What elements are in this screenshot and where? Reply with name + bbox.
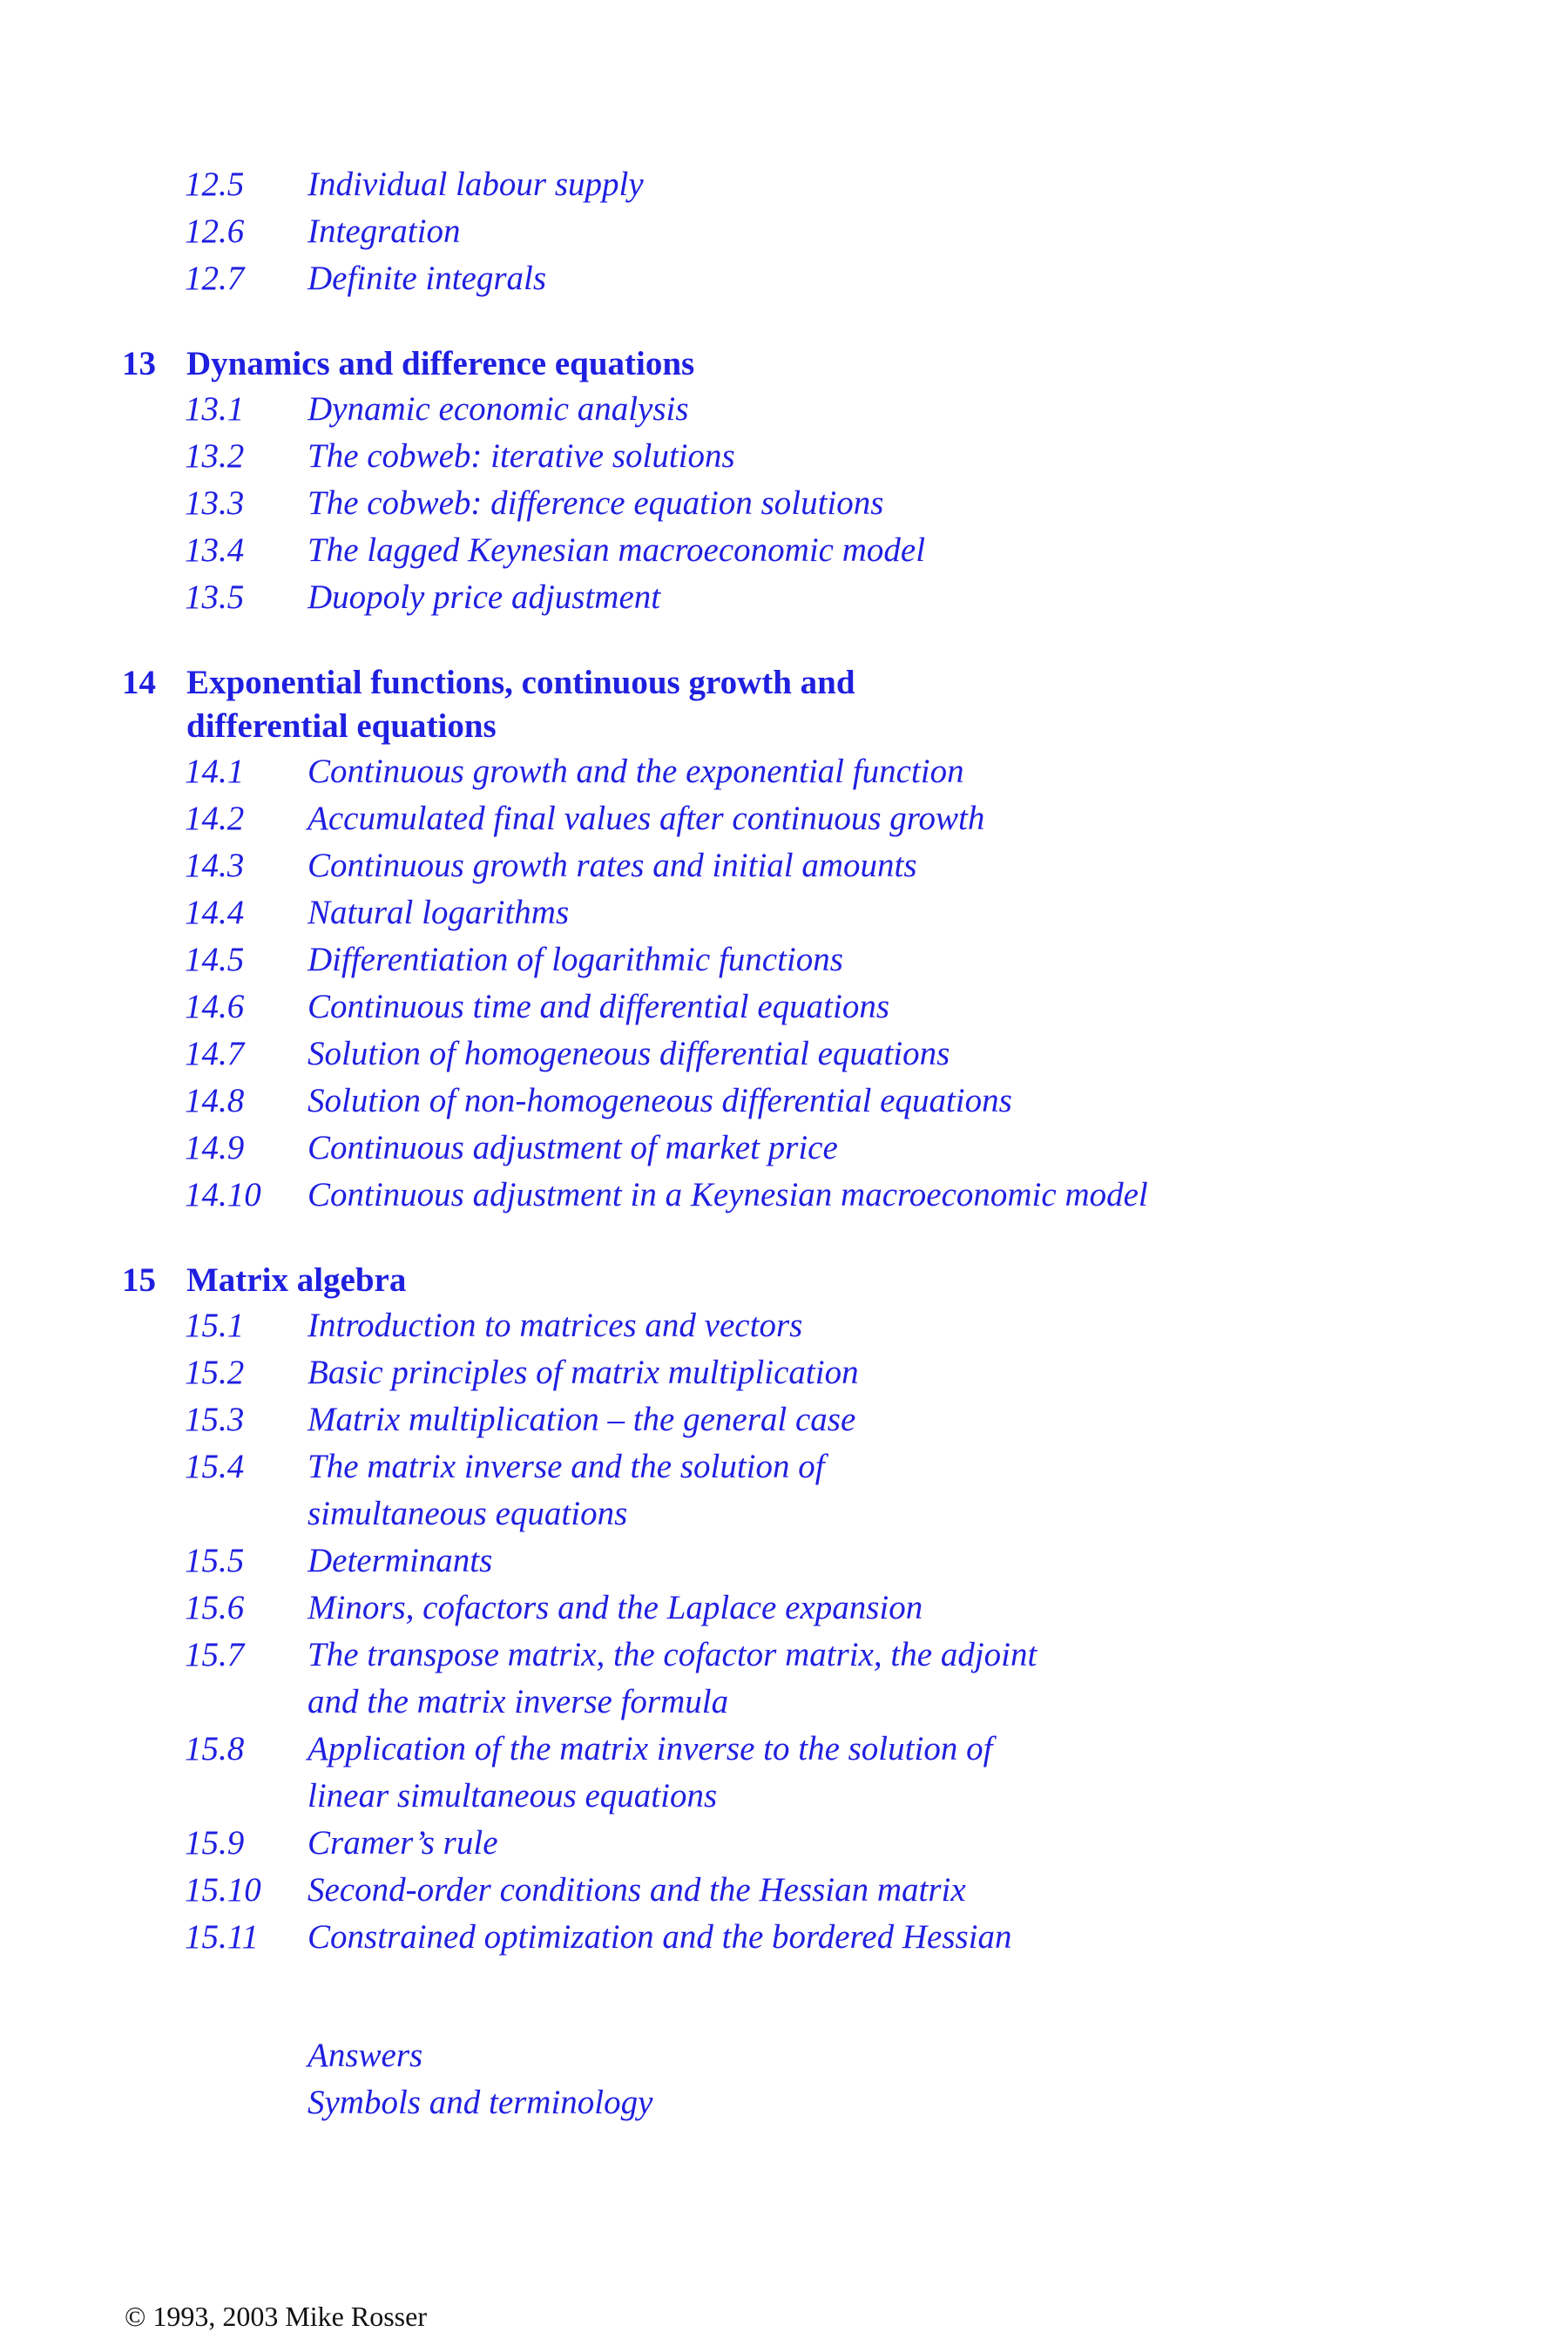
- toc-section-entry[interactable]: [0, 1726, 1568, 1773]
- toc-section-entry[interactable]: [0, 1443, 1568, 1490]
- section-number: 14.10: [185, 1176, 261, 1213]
- section-number: 15.8: [185, 1730, 245, 1767]
- section-title[interactable]: Continuous time and differential equations: [308, 988, 890, 1025]
- section-number: 15.1: [185, 1307, 245, 1344]
- section-number: 15.3: [185, 1401, 245, 1438]
- section-title[interactable]: Continuous growth and the exponential function: [308, 753, 964, 790]
- section-title[interactable]: simultaneous equations: [308, 1495, 628, 1532]
- section-number: 12.5: [185, 166, 245, 203]
- toc-section-entry[interactable]: [0, 1632, 1568, 1679]
- section-title[interactable]: Cramer’s rule: [308, 1824, 498, 1862]
- section-number: 15.7: [185, 1636, 245, 1673]
- chapter-block: [0, 661, 1568, 1219]
- chapter-12-continued: [0, 161, 1568, 302]
- toc-section-entry[interactable]: [0, 255, 1568, 302]
- chapters-list: [0, 342, 1568, 1961]
- section-title[interactable]: Basic principles of matrix multiplication: [308, 1354, 859, 1391]
- toc-section-entry[interactable]: [0, 795, 1568, 842]
- section-number: 15.6: [185, 1589, 245, 1626]
- section-number: 14.7: [185, 1035, 245, 1072]
- section-title[interactable]: Matrix multiplication – the general case: [308, 1401, 856, 1438]
- section-number: 12.7: [185, 260, 245, 297]
- toc-section-entry[interactable]: [0, 936, 1568, 983]
- toc-section-entry[interactable]: [0, 574, 1568, 621]
- section-number: 13.3: [185, 484, 245, 522]
- section-title[interactable]: Constrained optimization and the bordered Hessian: [308, 1918, 1012, 1956]
- section-number: 15.9: [185, 1824, 245, 1862]
- section-title[interactable]: Minors, cofactors and the Laplace expansion: [308, 1589, 923, 1626]
- section-title[interactable]: Dynamic economic analysis: [308, 390, 689, 428]
- chapter-title-line: differential equations: [186, 707, 497, 745]
- section-title[interactable]: Introduction to matrices and vectors: [308, 1307, 803, 1344]
- chapter-heading[interactable]: [0, 342, 1568, 386]
- toc-section-entry[interactable]: [0, 1078, 1568, 1125]
- toc-section-entry[interactable]: [0, 1396, 1568, 1443]
- toc-section-entry[interactable]: [0, 1820, 1568, 1867]
- section-title[interactable]: Answers: [308, 2037, 423, 2074]
- toc-section-entry[interactable]: [0, 1538, 1568, 1585]
- toc-section-entry[interactable]: [0, 842, 1568, 889]
- toc-section-entry[interactable]: [0, 1773, 1568, 1820]
- toc-section-entry[interactable]: [0, 1302, 1568, 1349]
- section-number: 12.6: [185, 213, 245, 250]
- section-title[interactable]: Second-order conditions and the Hessian matrix: [308, 1871, 966, 1909]
- section-title[interactable]: Application of the matrix inverse to the solution of: [308, 1730, 993, 1767]
- toc-section-entry[interactable]: [0, 433, 1568, 480]
- back-matter: [0, 2032, 1568, 2126]
- section-title[interactable]: Solution of non-homogeneous differential equations: [308, 1082, 1012, 1119]
- toc-section-entry[interactable]: [0, 1349, 1568, 1396]
- back-matter-entry[interactable]: [0, 2032, 1568, 2079]
- chapter-block: [0, 342, 1568, 621]
- chapter-number: 14: [122, 664, 156, 701]
- section-title[interactable]: linear simultaneous equations: [308, 1777, 718, 1815]
- toc-section-entry[interactable]: [0, 983, 1568, 1031]
- toc-section-entry[interactable]: [0, 1031, 1568, 1078]
- section-title[interactable]: Duopoly price adjustment: [308, 578, 661, 616]
- chapter-heading[interactable]: [0, 661, 1568, 748]
- section-number: 13.5: [185, 578, 245, 616]
- toc-section-entry[interactable]: [0, 1490, 1568, 1538]
- section-title[interactable]: Continuous growth rates and initial amounts: [308, 847, 917, 884]
- section-number: 14.8: [185, 1082, 245, 1119]
- toc-section-entry[interactable]: [0, 748, 1568, 795]
- toc-section-entry[interactable]: [0, 1914, 1568, 1961]
- toc-section-entry[interactable]: [0, 889, 1568, 936]
- toc-section-entry[interactable]: [0, 161, 1568, 208]
- section-title[interactable]: Continuous adjustment in a Keynesian macroeconomic model: [308, 1176, 1148, 1213]
- toc-section-entry[interactable]: [0, 1585, 1568, 1632]
- section-number: 14.9: [185, 1129, 245, 1166]
- section-title[interactable]: Individual labour supply: [308, 166, 644, 203]
- section-number: 13.4: [185, 531, 245, 569]
- section-number: 14.6: [185, 988, 245, 1025]
- section-title[interactable]: Natural logarithms: [308, 894, 570, 931]
- section-title[interactable]: Differentiation of logarithmic functions: [308, 941, 843, 978]
- chapter-number: 13: [122, 345, 156, 382]
- toc-section-entry[interactable]: [0, 1679, 1568, 1726]
- toc-section-entry[interactable]: [0, 527, 1568, 574]
- section-number: 15.11: [185, 1918, 259, 1956]
- chapter-block: [0, 1259, 1568, 1961]
- section-number: 14.5: [185, 941, 245, 978]
- section-title[interactable]: Solution of homogeneous differential equations: [308, 1035, 950, 1072]
- section-title[interactable]: and the matrix inverse formula: [308, 1683, 729, 1720]
- section-title[interactable]: Determinants: [308, 1542, 493, 1579]
- toc-section-entry[interactable]: [0, 1867, 1568, 1914]
- section-title[interactable]: The matrix inverse and the solution of: [308, 1448, 825, 1485]
- section-title[interactable]: The cobweb: difference equation solutions: [308, 484, 884, 522]
- toc-section-entry[interactable]: [0, 480, 1568, 527]
- section-title[interactable]: Symbols and terminology: [308, 2084, 653, 2121]
- section-number: 15.4: [185, 1448, 245, 1485]
- section-number: 14.4: [185, 894, 245, 931]
- toc-section-entry[interactable]: [0, 1125, 1568, 1172]
- table-of-contents: [0, 161, 1568, 2126]
- section-title[interactable]: Definite integrals: [308, 260, 547, 297]
- chapter-title-line: Dynamics and difference equations: [186, 345, 695, 382]
- toc-section-entry[interactable]: [0, 1172, 1568, 1219]
- chapter-title-line: Exponential functions, continuous growth and: [186, 664, 855, 701]
- section-number: 14.3: [185, 847, 245, 884]
- section-number: 15.10: [185, 1871, 261, 1909]
- section-title[interactable]: The transpose matrix, the cofactor matrix, the adjoint: [308, 1636, 1037, 1673]
- section-number: 15.2: [185, 1354, 245, 1391]
- section-title[interactable]: Integration: [308, 213, 461, 250]
- section-title[interactable]: Continuous adjustment of market price: [308, 1129, 838, 1166]
- section-number: 15.5: [185, 1542, 245, 1579]
- copyright-notice: © 1993, 2003 Mike Rosser: [125, 2301, 427, 2332]
- back-matter-entry[interactable]: [0, 2079, 1568, 2126]
- section-number: 14.2: [185, 800, 245, 837]
- toc-section-entry[interactable]: [0, 386, 1568, 433]
- section-number: 13.1: [185, 390, 245, 428]
- chapter-heading[interactable]: [0, 1259, 1568, 1302]
- toc-section-entry[interactable]: [0, 208, 1568, 255]
- section-title[interactable]: Accumulated final values after continuous growth: [308, 800, 985, 837]
- chapter-title-line: Matrix algebra: [186, 1261, 407, 1299]
- section-title[interactable]: The lagged Keynesian macroeconomic model: [308, 531, 926, 569]
- chapter-number: 15: [122, 1261, 156, 1299]
- section-number: 13.2: [185, 437, 245, 475]
- section-title[interactable]: The cobweb: iterative solutions: [308, 437, 735, 475]
- section-number: 14.1: [185, 753, 245, 790]
